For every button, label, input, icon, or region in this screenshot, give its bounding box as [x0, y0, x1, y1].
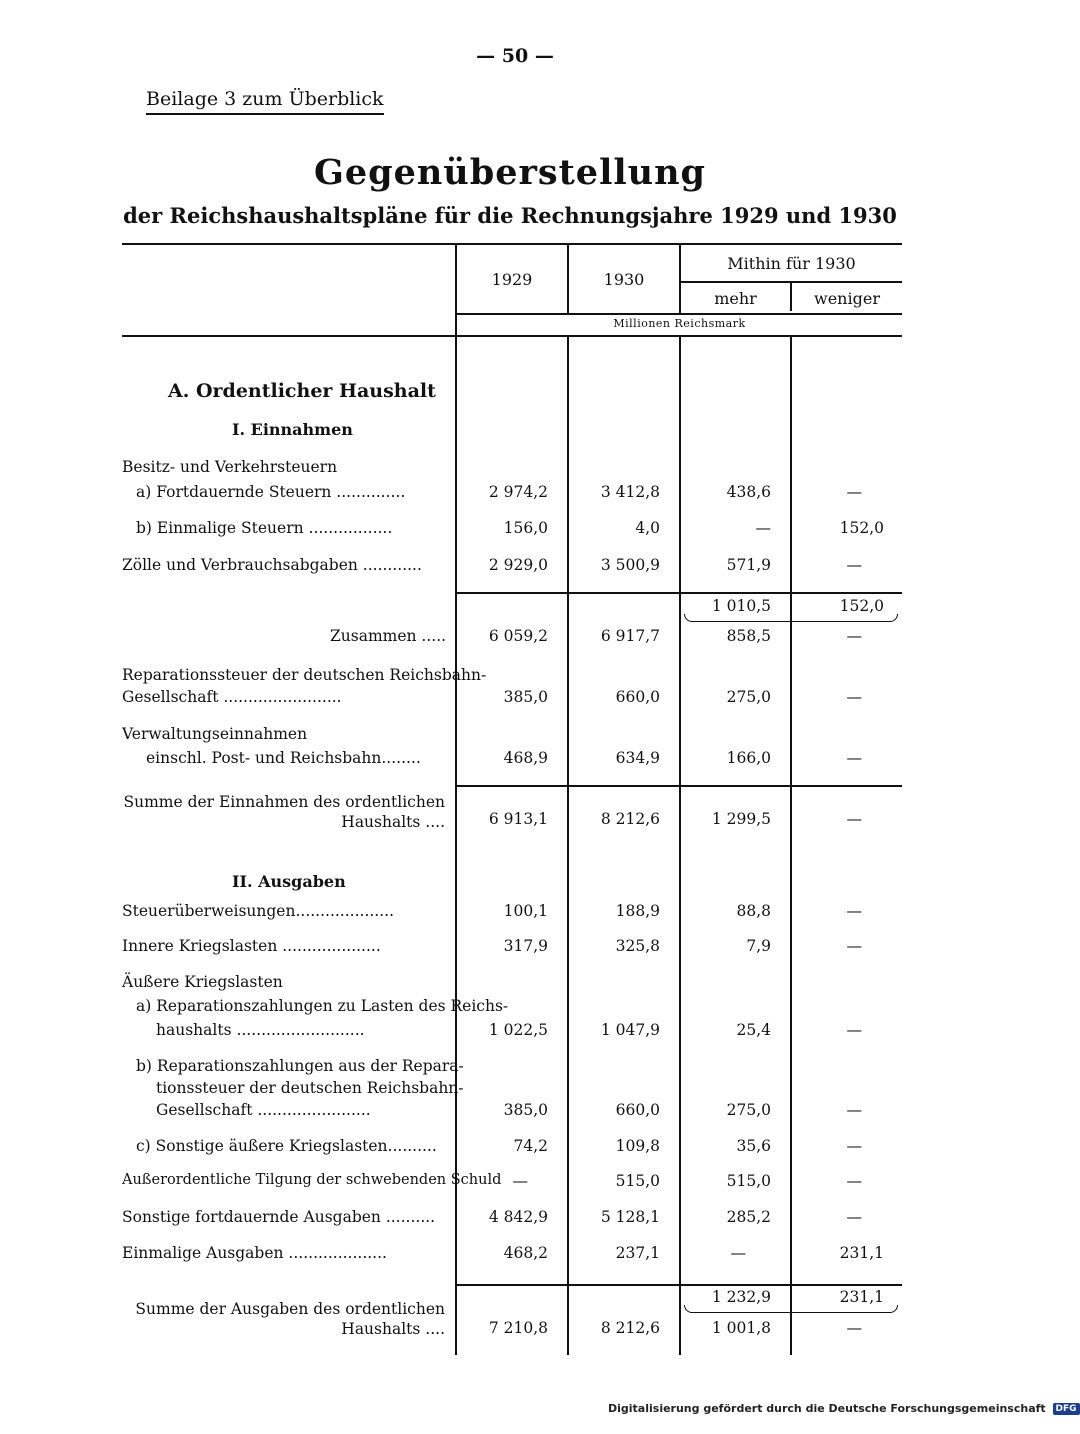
label-summe-ausgaben-1: Summe der Ausgaben des ordentlichen: [135, 1300, 445, 1318]
col-divider-3b: [679, 335, 681, 1355]
cell-1930: 325,8: [615, 937, 660, 955]
subtotal-brace: [684, 614, 898, 622]
unit-label: Millionen Reichsmark: [613, 317, 746, 330]
cell-1929: 468,9: [503, 749, 548, 767]
label-zusammen: Zusammen .....: [330, 627, 447, 645]
label-summe-ausgaben-2: Haushalts ....: [341, 1320, 445, 1338]
cell-mehr: —: [755, 519, 771, 537]
cell-1930: 8 212,6: [600, 810, 660, 828]
label-verwaltung-1: Verwaltungseinnahmen: [122, 725, 308, 743]
header-mithin: Mithin für 1930: [727, 254, 856, 273]
label-summe-einnahmen-1: Summe der Einnahmen des ordentlichen: [123, 793, 445, 811]
cell-mehr: 275,0: [726, 688, 771, 706]
cell-1930: 8 212,6: [600, 1319, 660, 1337]
cell-1930: 660,0: [615, 688, 660, 706]
cell-1929: 468,2: [503, 1244, 548, 1262]
table-top-rule: [122, 243, 902, 245]
cell-mehr: 438,6: [726, 483, 771, 501]
cell-mehr: 515,0: [726, 1172, 771, 1190]
page-subtitle: der Reichshaushaltspläne für die Rechnungsjahre 1929 und 1930: [123, 203, 897, 228]
subtotal-mehr: 1 010,5: [711, 597, 771, 615]
cell-weniger: —: [846, 627, 862, 645]
cell-1929: —: [512, 1172, 528, 1190]
section-ausgaben: II. Ausgaben: [232, 872, 346, 891]
cell-weniger: —: [846, 810, 862, 828]
label-rep-zahlungen-b-1: b) Reparationszahlungen aus der Repara-: [136, 1057, 464, 1075]
cell-weniger: —: [846, 556, 862, 574]
cell-1929: 74,2: [513, 1137, 548, 1155]
cell-mehr: 166,0: [726, 749, 771, 767]
section-ordentlicher-haushalt: A. Ordentlicher Haushalt: [168, 380, 436, 402]
cell-weniger: —: [846, 937, 862, 955]
cell-weniger: —: [846, 483, 862, 501]
cell-1930: 634,9: [615, 749, 660, 767]
cell-weniger: 152,0: [839, 519, 884, 537]
label-tilgung: Außerordentliche Tilgung der schwebenden Schuld: [122, 1172, 502, 1188]
cell-1930: 3 500,9: [600, 556, 660, 574]
cell-weniger: —: [846, 1137, 862, 1155]
cell-1930: 237,1: [615, 1244, 660, 1262]
label-steuerueberweisungen: Steuerüberweisungen....................: [122, 902, 395, 920]
header-weniger: weniger: [814, 289, 880, 308]
label-summe-einnahmen-2: Haushalts ....: [341, 813, 445, 831]
cell-1929: 7 210,8: [488, 1319, 548, 1337]
cell-1930: 515,0: [615, 1172, 660, 1190]
cell-1929: 156,0: [503, 519, 548, 537]
cell-mehr: 7,9: [746, 937, 771, 955]
col-divider-4b: [790, 335, 792, 1355]
unit-top-rule: [456, 313, 902, 315]
cell-1930: 188,9: [615, 902, 660, 920]
digitization-credit: [608, 1402, 1080, 1415]
label-zoelle: Zölle und Verbrauchsabgaben ............: [122, 556, 422, 574]
cell-1929: 385,0: [503, 1101, 548, 1119]
cell-1930: 109,8: [615, 1137, 660, 1155]
appendix-label: Beilage 3 zum Überblick: [146, 88, 384, 115]
ausgaben-sum-rule: [457, 1284, 902, 1286]
cell-weniger: —: [846, 688, 862, 706]
cell-1929: 6 059,2: [488, 627, 548, 645]
page-title: Gegenüberstellung: [313, 152, 707, 193]
label-rep-zahlungen-b-3: Gesellschaft .......................: [156, 1101, 371, 1119]
subtotal-rule: [457, 592, 902, 594]
section-einnahmen: I. Einnahmen: [232, 420, 353, 439]
cell-mehr: 858,5: [726, 627, 771, 645]
cell-1930: 1 047,9: [600, 1021, 660, 1039]
header-bottom-rule: [122, 335, 902, 337]
cell-1929: 4 842,9: [488, 1208, 548, 1226]
label-rep-zahlungen-a-2: haushalts ..........................: [156, 1021, 365, 1039]
cell-1929: 100,1: [503, 902, 548, 920]
label-einmalige-ausgaben: Einmalige Ausgaben ....................: [122, 1244, 387, 1262]
subtotal-mehr: 1 232,9: [711, 1288, 771, 1306]
cell-1929: 385,0: [503, 688, 548, 706]
cell-mehr: 571,9: [726, 556, 771, 574]
cell-weniger: —: [846, 902, 862, 920]
col-divider-1: [455, 243, 457, 1355]
cell-1930: 4,0: [635, 519, 660, 537]
cell-mehr: 35,6: [736, 1137, 771, 1155]
subtotal-brace: [684, 1305, 898, 1313]
cell-weniger: —: [846, 1208, 862, 1226]
label-rep-zahlungen-b-2: tionssteuer der deutschen Reichsbahn-: [156, 1079, 464, 1097]
cell-1929: 1 022,5: [488, 1021, 548, 1039]
label-innere-kriegslasten: Innere Kriegslasten ....................: [122, 937, 381, 955]
cell-weniger: —: [846, 749, 862, 767]
cell-1929: 317,9: [503, 937, 548, 955]
label-verwaltung-2: einschl. Post- und Reichsbahn........: [146, 749, 421, 767]
subtotal-weniger: 231,1: [839, 1288, 884, 1306]
col-divider-2b: [567, 335, 569, 1355]
einnahmen-sum-rule: [457, 785, 902, 787]
label-einmalige-steuern: b) Einmalige Steuern .................: [136, 519, 393, 537]
cell-1930: 660,0: [615, 1101, 660, 1119]
label-rep-zahlungen-a-1: a) Reparationszahlungen zu Lasten des Reichs-: [136, 997, 509, 1015]
cell-weniger: —: [846, 1021, 862, 1039]
subtotal-weniger: 152,0: [839, 597, 884, 615]
cell-1929: 2 929,0: [488, 556, 548, 574]
page-number: — 50 —: [476, 45, 554, 67]
dfg-logo: DFG: [1053, 1403, 1080, 1415]
cell-mehr: 275,0: [726, 1101, 771, 1119]
header-1930: 1930: [603, 270, 645, 289]
cell-mehr: 285,2: [726, 1208, 771, 1226]
cell-mehr: —: [730, 1244, 746, 1262]
cell-mehr: 1 001,8: [711, 1319, 771, 1337]
cell-mehr: 25,4: [736, 1021, 771, 1039]
label-sonstige-fortdauernde: Sonstige fortdauernde Ausgaben ..........: [122, 1208, 436, 1226]
cell-mehr: 1 299,5: [711, 810, 771, 828]
header-1929: 1929: [491, 270, 533, 289]
label-aeussere-kriegslasten: Äußere Kriegslasten: [122, 973, 283, 991]
cell-1930: 5 128,1: [600, 1208, 660, 1226]
digitization-text: Digitalisierung gefördert durch die Deutsche Forschungsgemeinschaft: [608, 1402, 1046, 1415]
label-reparation-1: Reparationssteuer der deutschen Reichsbahn-: [122, 666, 487, 684]
header-mehr: mehr: [714, 289, 757, 308]
cell-mehr: 88,8: [736, 902, 771, 920]
cell-weniger: 231,1: [839, 1244, 884, 1262]
label-besitz: Besitz- und Verkehrsteuern: [122, 458, 338, 476]
label-sonstige-aeussere: c) Sonstige äußere Kriegslasten..........: [136, 1137, 437, 1155]
cell-weniger: —: [846, 1319, 862, 1337]
cell-1929: 2 974,2: [488, 483, 548, 501]
cell-1930: 3 412,8: [600, 483, 660, 501]
label-fortdauernde: a) Fortdauernde Steuern ..............: [136, 483, 406, 501]
cell-1930: 6 917,7: [600, 627, 660, 645]
cell-weniger: —: [846, 1172, 862, 1190]
cell-weniger: —: [846, 1101, 862, 1119]
label-reparation-2: Gesellschaft ........................: [122, 688, 342, 706]
cell-1929: 6 913,1: [488, 810, 548, 828]
